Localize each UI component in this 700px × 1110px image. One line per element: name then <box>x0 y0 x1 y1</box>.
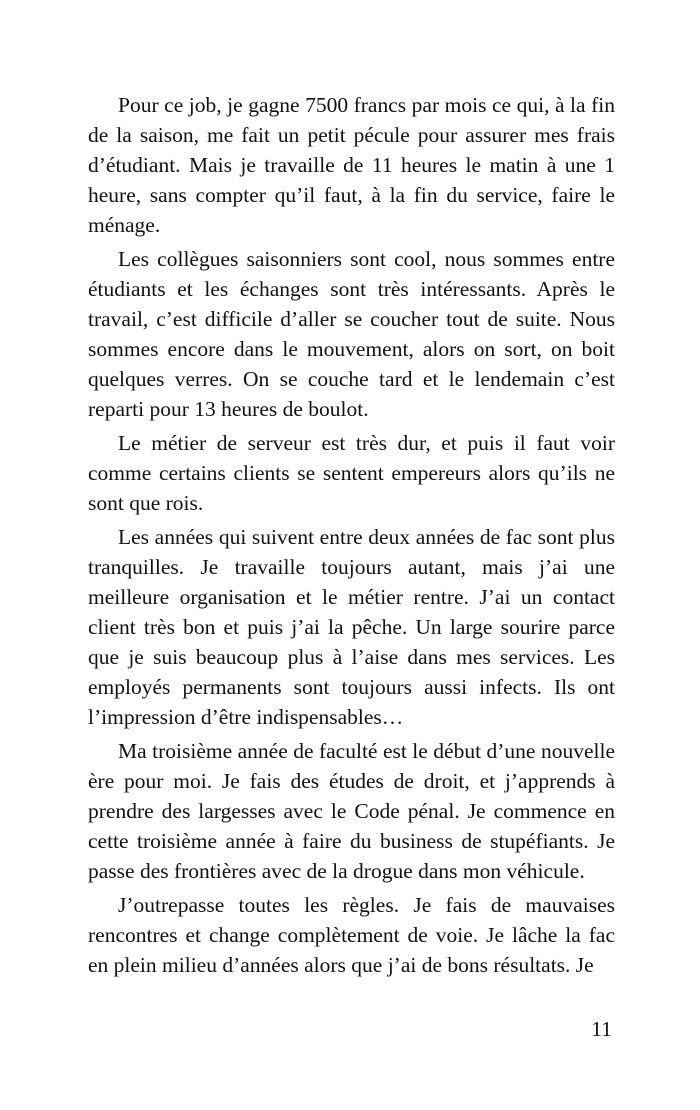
paragraph-4: Les années qui suivent entre deux années de fac sont plus tranquilles. Je travaille toujours autant, mais j’ai une meilleure organisation et le métier rentre. J’ai un contact client très bon et puis j’ai la pêche. Un large sourire parce que je suis beaucoup plus à l’aise dans mes services. Les employés permanents sont toujours aussi infects. Ils ont l’impression d’être indispensables… <box>88 525 615 729</box>
paragraph-1: Pour ce job, je gagne 7500 francs par mois ce qui, à la fin de la saison, me fait un petit pécule pour assurer mes frais d’étudiant. Mais je travaille de 11 heures le matin à une 1 heure, sans compter qu’il faut, à la fin du service, faire le ménage. <box>88 93 615 237</box>
paragraph-6: J’outrepasse toutes les règles. Je fais de mauvaises rencontres et change complètement de voie. Je lâche la fac en plein milieu d’années alors que j’ai de bons résultats. Je <box>88 893 615 977</box>
paragraph-2: Les collègues saisonniers sont cool, nous sommes entre étudiants et les échanges sont très intéressants. Après le travail, c’est difficile d’aller se coucher tout de suite. Nous sommes encore dans le mouvement, alors on sort, on boit quelques verres. On se couche tard et le lendemain c’est reparti pour 13 heures de boulot. <box>88 247 615 421</box>
paragraph-5: Ma troisième année de faculté est le début d’une nouvelle ère pour moi. Je fais des études de droit, et j’apprends à prendre des largesses avec le Code pénal. Je commence en cette troisième année à faire du business de stupéfiants. Je passe des frontières avec de la drogue dans mon véhicule. <box>88 739 615 883</box>
body-text <box>88 90 615 984</box>
paragraph-3: Le métier de serveur est très dur, et puis il faut voir comme certains clients se sentent empereurs alors qu’ils ne sont que rois. <box>88 431 615 515</box>
page-number: 11 <box>591 1017 612 1041</box>
